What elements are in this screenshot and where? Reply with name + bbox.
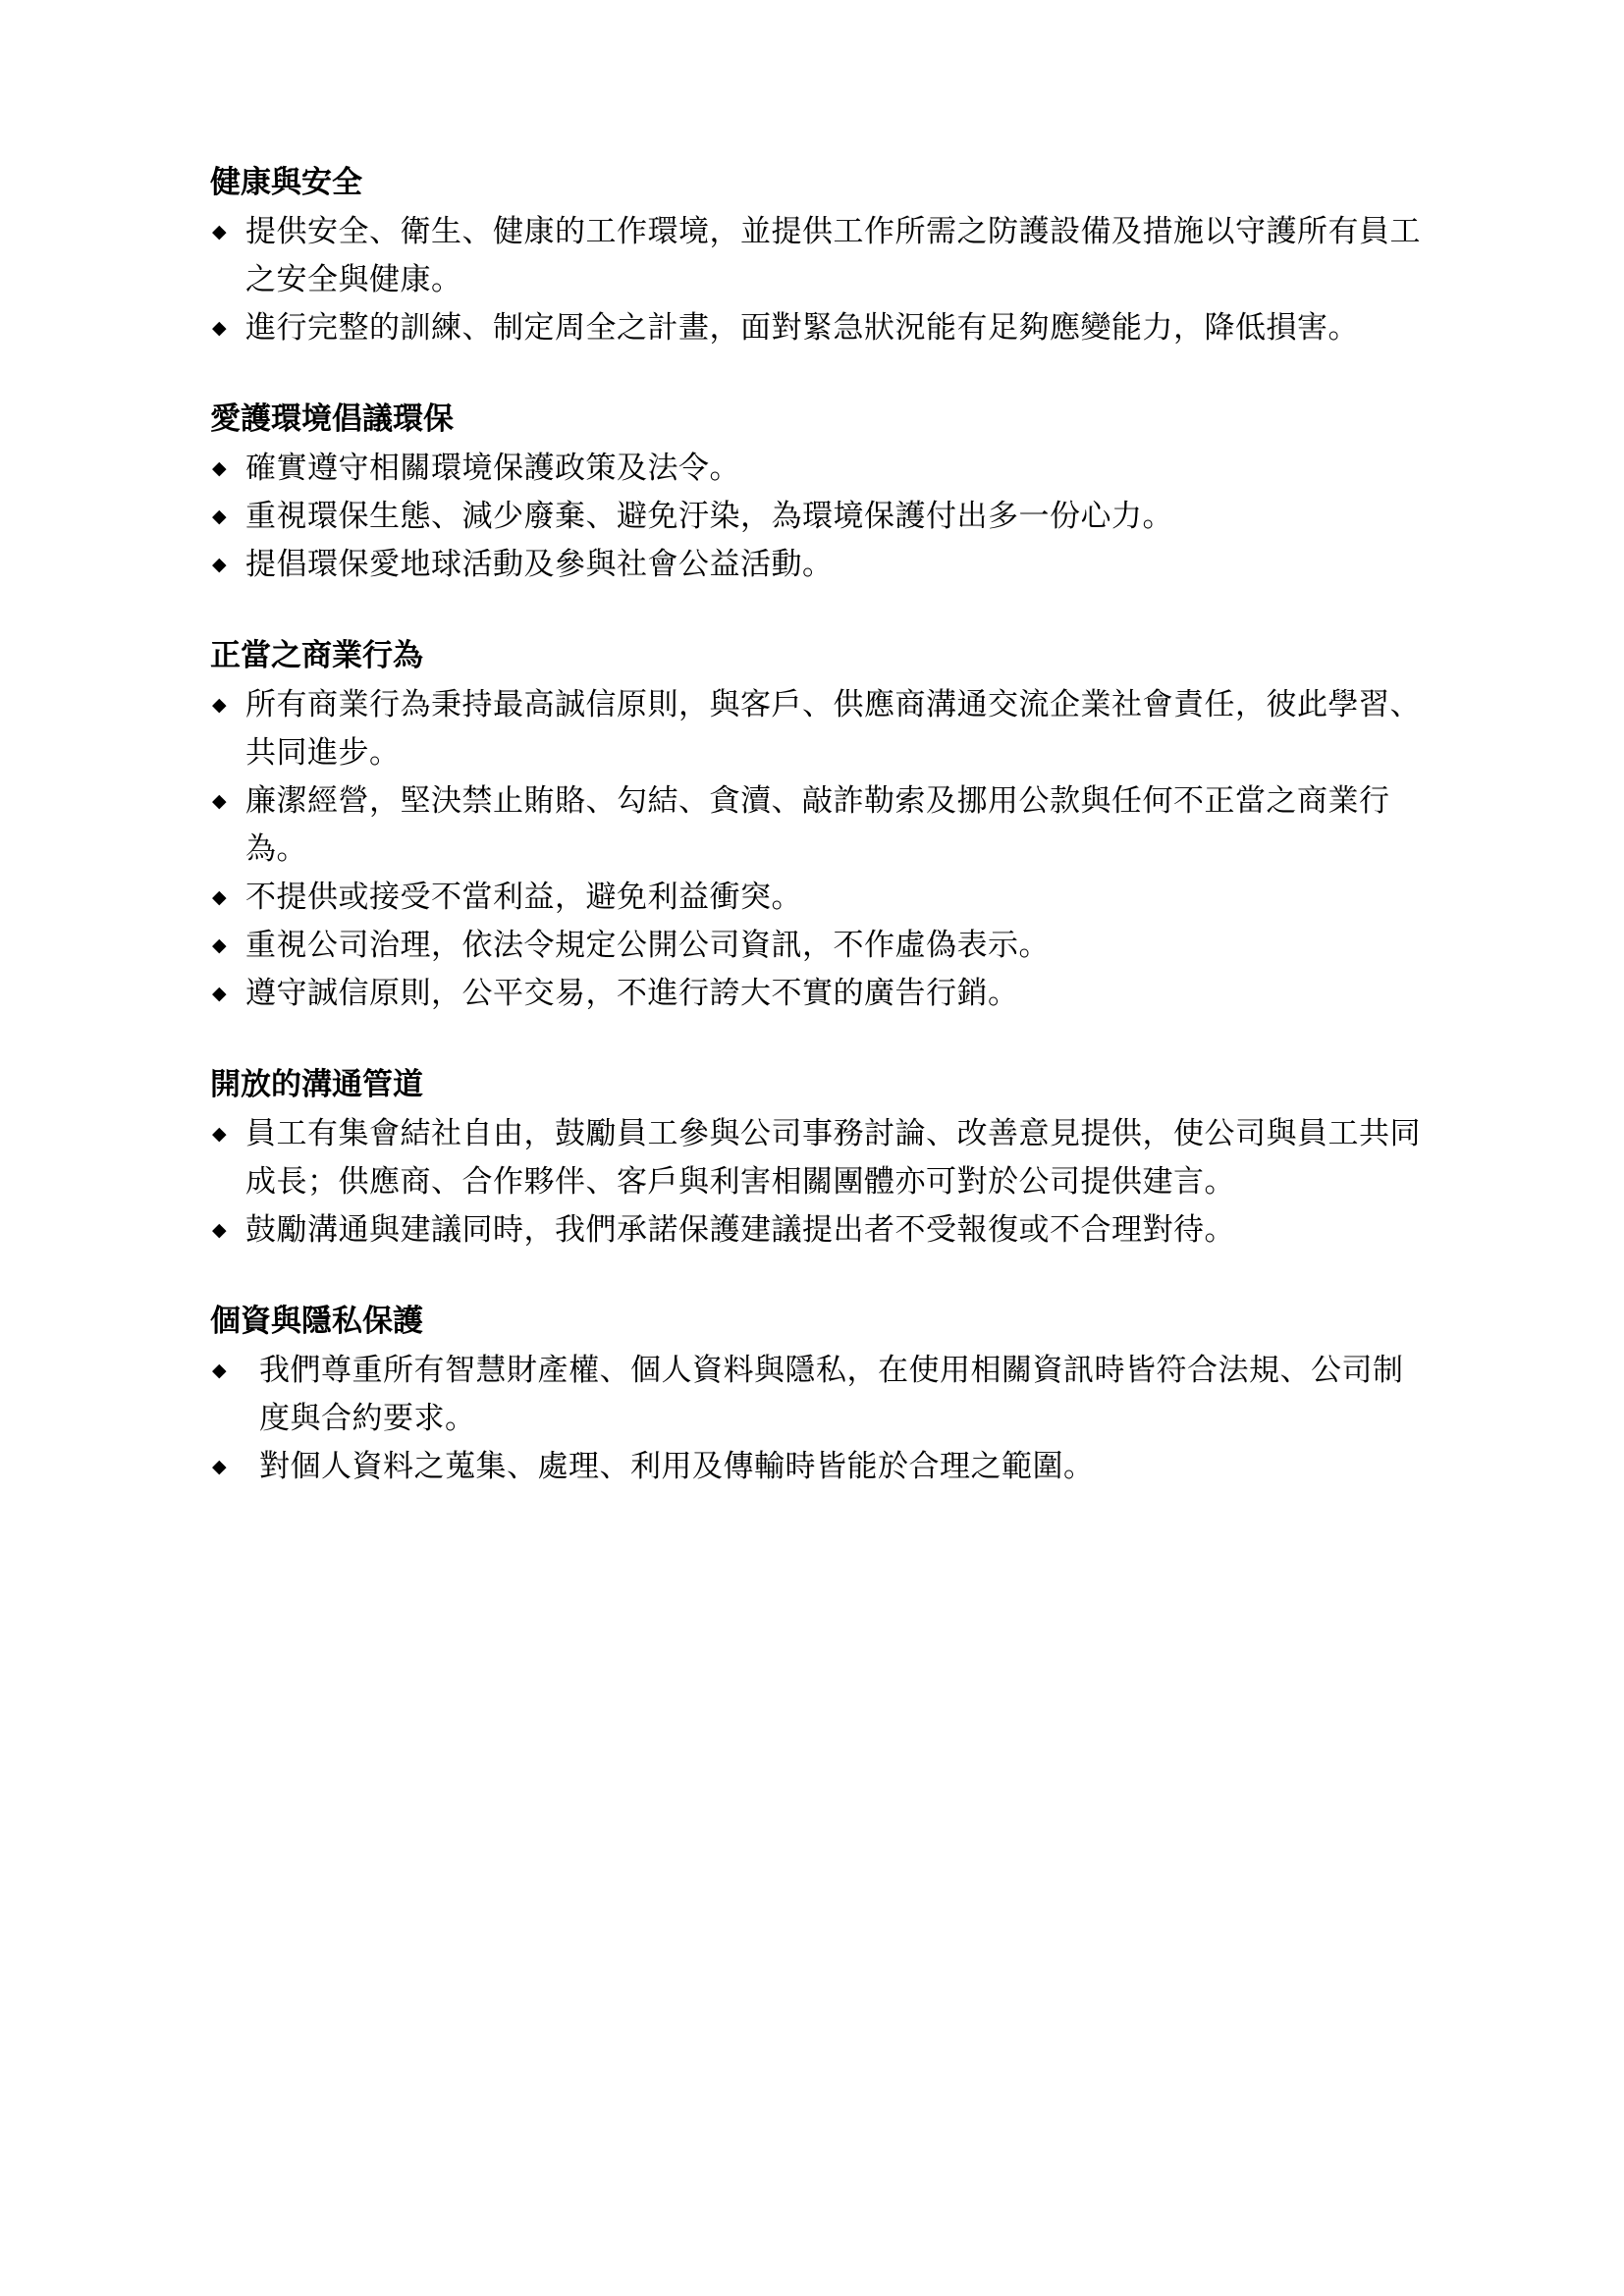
section-heading: 正當之商業行為 [210, 638, 423, 673]
section-health-safety [210, 159, 1428, 352]
list-item-text: 重視公司治理，依法令規定公開公司資訊，不作虛偽表示。 [245, 928, 1050, 963]
section-heading: 個資與隱私保護 [210, 1304, 423, 1339]
document-content [210, 159, 1428, 1534]
list-item-text: 員工有集會結社自由，鼓勵員工參與公司事務討論、改善意見提供，使公司與員工共同成長；供應商、合作夥伴、客戶與利害相關團體亦可對於公司提供建言。 [245, 1116, 1421, 1200]
list-item [210, 208, 1428, 304]
diamond-bullet-icon: ◆ [212, 457, 228, 479]
section-privacy [210, 1298, 1428, 1491]
list-item-text: 提供安全、衛生、健康的工作環境，並提供工作所需之防護設備及措施以守護所有員工之安全與健康。 [245, 214, 1421, 297]
section-heading: 健康與安全 [210, 165, 362, 200]
diamond-bullet-icon: ◆ [212, 886, 228, 908]
list-item-text: 遵守誠信原則，公平交易，不進行誇大不實的廣告行銷。 [245, 976, 1019, 1011]
list-item [210, 970, 1428, 1018]
section-heading: 開放的溝通管道 [210, 1067, 423, 1102]
list-item-text: 對個人資料之蒐集、處理、利用及傳輸時皆能於合理之範圍。 [259, 1449, 1095, 1484]
list-item-text: 鼓勵溝通與建議同時，我們承諾保護建議提出者不受報復或不合理對待。 [245, 1212, 1235, 1248]
list-item [210, 922, 1428, 970]
bullet-list [210, 445, 1428, 589]
section-communication [210, 1061, 1428, 1255]
diamond-bullet-icon: ◆ [212, 1123, 228, 1145]
list-item [210, 777, 1428, 874]
diamond-bullet-icon: ◆ [212, 934, 228, 956]
bullet-list [210, 1347, 1428, 1491]
list-item [210, 541, 1428, 589]
diamond-bullet-icon: ◆ [212, 1456, 228, 1477]
diamond-bullet-icon: ◆ [212, 1219, 228, 1241]
diamond-bullet-icon: ◆ [212, 317, 228, 339]
bullet-list [210, 681, 1428, 1018]
list-item [210, 874, 1428, 922]
list-item [210, 1443, 1428, 1491]
bullet-list [210, 208, 1428, 352]
list-item-text: 我們尊重所有智慧財產權、個人資料與隱私，在使用相關資訊時皆符合法規、公司制度與合約要求。 [259, 1353, 1404, 1436]
list-item [210, 681, 1428, 777]
diamond-bullet-icon: ◆ [212, 506, 228, 527]
list-item [210, 1110, 1428, 1206]
list-item [210, 304, 1428, 352]
list-item-text: 確實遵守相關環境保護政策及法令。 [245, 451, 740, 486]
list-item-text: 所有商業行為秉持最高誠信原則，與客戶、供應商溝通交流企業社會責任，彼此學習、共同進步。 [245, 687, 1421, 771]
section-environment [210, 396, 1428, 589]
list-item [210, 493, 1428, 541]
list-item-text: 進行完整的訓練、制定周全之計畫，面對緊急狀況能有足夠應變能力，降低損害。 [245, 310, 1359, 346]
diamond-bullet-icon: ◆ [212, 1360, 228, 1381]
diamond-bullet-icon: ◆ [212, 983, 228, 1004]
diamond-bullet-icon: ◆ [212, 221, 228, 242]
diamond-bullet-icon: ◆ [212, 790, 228, 812]
list-item [210, 1206, 1428, 1255]
section-heading: 愛護環境倡議環保 [210, 401, 454, 437]
list-item-text: 提倡環保愛地球活動及參與社會公益活動。 [245, 547, 834, 582]
diamond-bullet-icon: ◆ [212, 694, 228, 716]
list-item [210, 445, 1428, 493]
list-item-text: 重視環保生態、減少廢棄、避免汙染，為環境保護付出多一份心力。 [245, 499, 1173, 534]
list-item [210, 1347, 1428, 1443]
section-business-conduct [210, 632, 1428, 1018]
bullet-list [210, 1110, 1428, 1255]
diamond-bullet-icon: ◆ [212, 554, 228, 575]
list-item-text: 不提供或接受不當利益，避免利益衝突。 [245, 880, 802, 915]
list-item-text: 廉潔經營，堅決禁止賄賂、勾結、貪瀆、敲詐勒索及挪用公款與任何不正當之商業行為。 [245, 783, 1390, 867]
